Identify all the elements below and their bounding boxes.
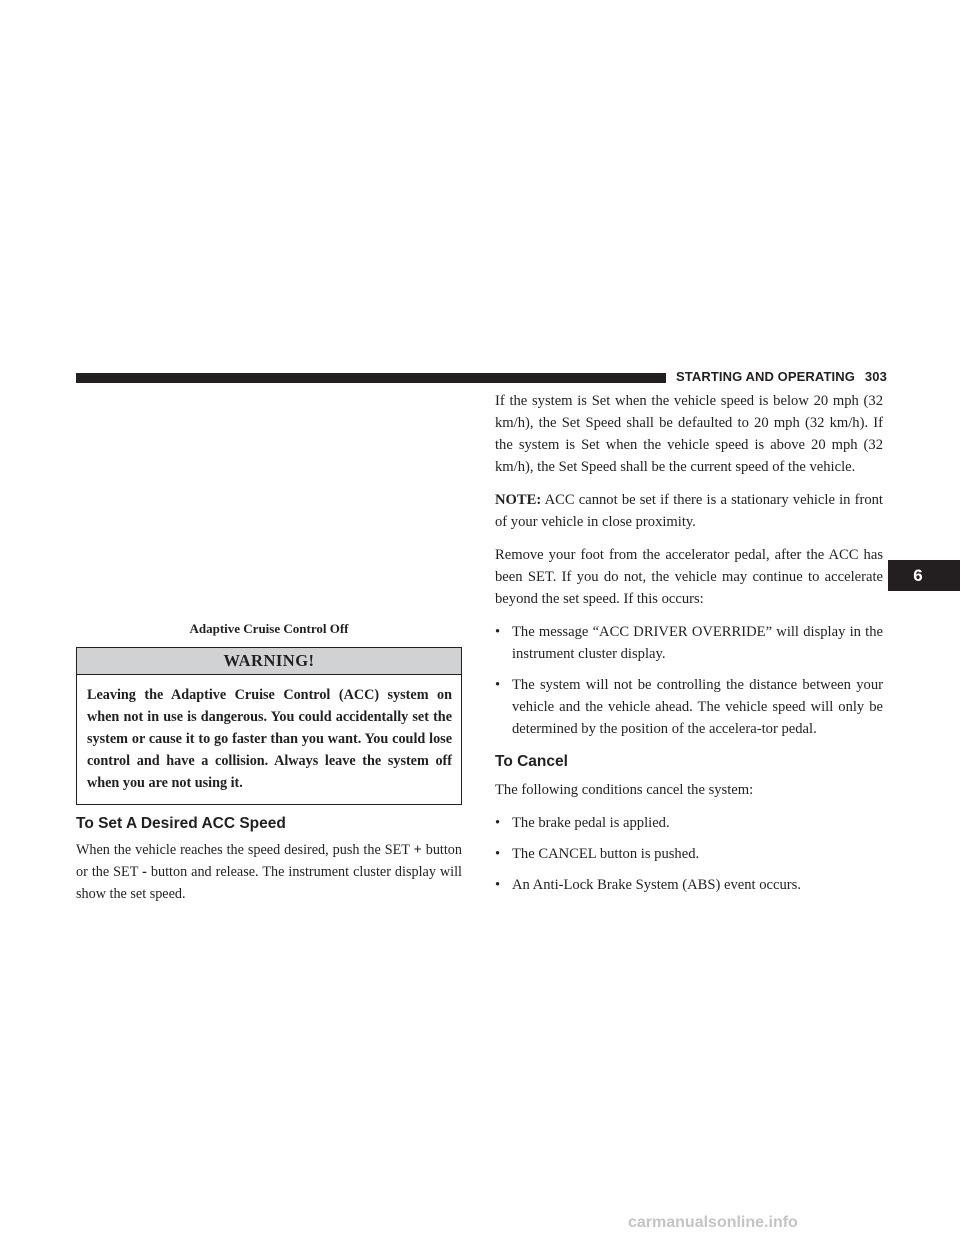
cancel-bullet-list: [495, 812, 883, 896]
minus-symbol: -: [142, 864, 147, 880]
running-header: [676, 369, 887, 384]
list-item: [495, 812, 883, 834]
plus-symbol: +: [413, 842, 422, 858]
section-heading-cancel: To Cancel: [495, 753, 568, 770]
list-item-text: The message “ACC DRIVER OVERRIDE” will display in the instrument cluster display.: [512, 624, 883, 662]
set-speed-default-paragraph: If the system is Set when the vehicle speed is below 20 mph (32 km/h), the Set Speed shall be defaulted to 20 mph (32 km/h). If the system is Set when the vehicle speed is above 20 mph (32 km/h), the Set Speed shall be the current speed of the vehicle.: [495, 393, 883, 475]
bullet-icon: •: [495, 815, 501, 831]
bullet-icon: •: [495, 846, 501, 862]
override-bullet-list: [495, 621, 883, 740]
right-column: [495, 390, 883, 905]
cancel-intro-paragraph: The following conditions cancel the system:: [495, 782, 754, 798]
list-item-text: The system will not be controlling the distance between your vehicle and the vehicle ahead. The vehicle speed will only be determined by the position of the accelera-tor pedal.: [512, 677, 883, 737]
list-item: [495, 843, 883, 865]
list-item: [495, 621, 883, 665]
bullet-icon: •: [495, 677, 501, 693]
override-paragraph: Remove your foot from the accelerator pedal, after the ACC has been SET. If you do not, the vehicle may continue to accelerate beyond the set speed. If this occurs:: [495, 547, 883, 607]
chapter-tab: 6: [888, 560, 960, 591]
note-paragraph: [495, 489, 883, 533]
bullet-icon: •: [495, 624, 501, 640]
text-run: button and release. The instrument cluster display will show the set speed.: [76, 864, 462, 902]
list-item-text: The brake pedal is applied.: [512, 815, 670, 831]
list-item-text: The CANCEL button is pushed.: [512, 846, 700, 862]
section-heading-set-speed: To Set A Desired ACC Speed: [76, 815, 286, 832]
text-run: When the vehicle reaches the speed desired, push the SET: [76, 842, 414, 858]
left-column: [76, 621, 462, 905]
list-item: [495, 674, 883, 740]
figure-caption: Adaptive Cruise Control Off: [189, 621, 349, 636]
header-rule: [76, 373, 666, 383]
page-number: 303: [864, 369, 887, 384]
bullet-icon: •: [495, 877, 501, 893]
warning-box: [76, 647, 462, 805]
note-label: NOTE:: [495, 492, 542, 508]
list-item: [495, 874, 883, 896]
note-text: ACC cannot be set if there is a stationary vehicle in front of your vehicle in close proximity.: [495, 492, 883, 530]
set-speed-paragraph: [76, 839, 462, 905]
text-run: button or the SET: [76, 842, 462, 880]
section-title: STARTING AND OPERATING: [676, 369, 855, 384]
warning-title: WARNING!: [77, 648, 461, 675]
list-item-text: An Anti-Lock Brake System (ABS) event occurs.: [512, 877, 801, 893]
warning-text: Leaving the Adaptive Cruise Control (ACC) system on when not in use is dangerous. You could accidentally set the system or cause it to go faster than you want. You could lose control and have a collision. Always leave the system off when you are not using it.: [87, 687, 452, 791]
watermark: carmanualsonline.info: [628, 1214, 798, 1231]
